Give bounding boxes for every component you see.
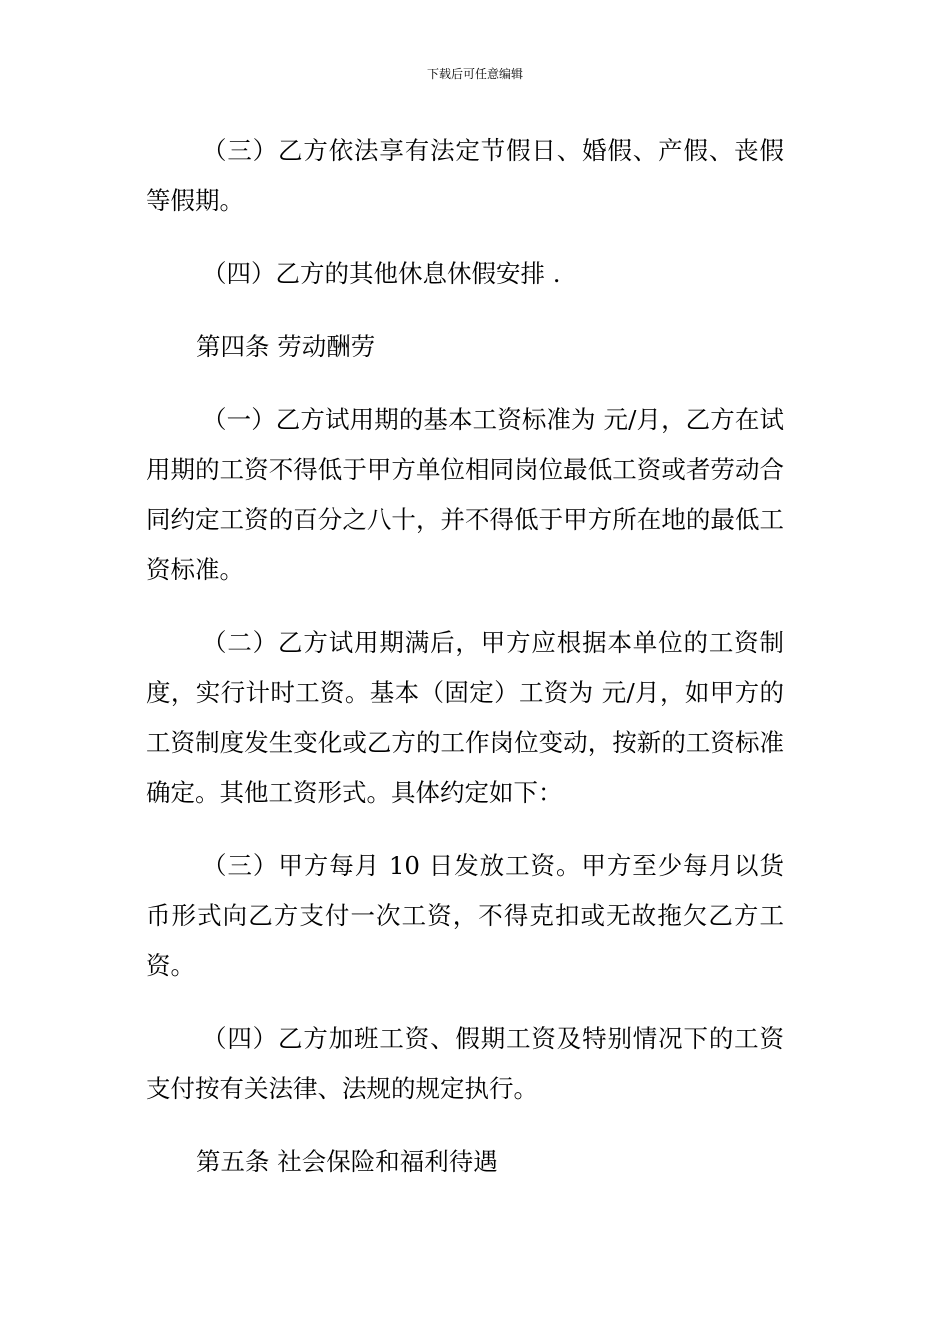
article-heading: 第五条 社会保险和福利待遇 bbox=[196, 1147, 498, 1176]
clause-paragraph: （一）乙方试用期的基本工资标准为 元/月，乙方在试用期的工资不得低于甲方单位相同岗位最低工资或者劳动合同约定工资的百分之八十，并不得低于甲方所在地的最低工资标准。 bbox=[146, 405, 784, 584]
paragraph-gap bbox=[146, 1114, 784, 1137]
clause-paragraph: （三）甲方每月 10 日发放工资。甲方至少每月以货币形式向乙方支付一次工资，不得克扣或无故拖欠乙方工资。 bbox=[146, 851, 784, 980]
paragraph-gap bbox=[146, 818, 784, 841]
article-heading: 第四条 劳动酬劳 bbox=[196, 332, 376, 361]
clause-paragraph: （四）乙方加班工资、假期工资及特别情况下的工资支付按有关法律、法规的规定执行。 bbox=[146, 1024, 784, 1103]
clause-paragraph: （四）乙方的其他休息休假安排 . bbox=[202, 259, 561, 288]
document-body bbox=[146, 126, 784, 1187]
clause-paragraph: （三）乙方依法享有法定节假日、婚假、产假、丧假等假期。 bbox=[146, 136, 784, 215]
clause-paragraph: （二）乙方试用期满后，甲方应根据本单位的工资制度，实行计时工资。基本（固定）工资为 元/月，如甲方的工资制度发生变化或乙方的工作岗位变动，按新的工资标准确定。其他工资形式。具体约定如下： bbox=[146, 628, 784, 807]
paragraph-gap bbox=[146, 595, 784, 618]
paragraph-gap bbox=[146, 299, 784, 322]
paragraph-gap bbox=[146, 372, 784, 395]
header-note: 下载后可任意编辑 bbox=[426, 67, 523, 81]
paragraph-gap bbox=[146, 226, 784, 249]
paragraph-gap bbox=[146, 991, 784, 1014]
